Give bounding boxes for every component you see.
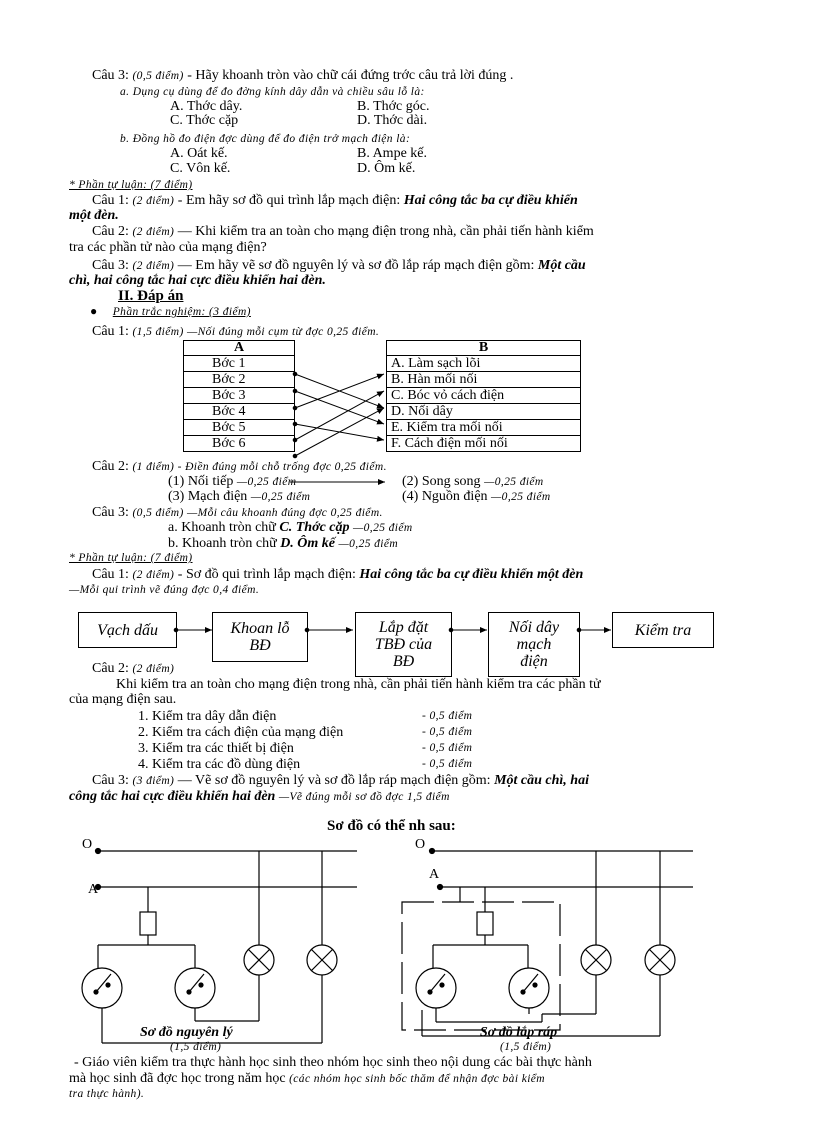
flow-step-1	[78, 612, 177, 648]
c3-answer-choice: D. Ôm kế	[280, 536, 336, 551]
footer-line-1: - Giáo viên kiểm tra thực hành học sinh theo nhóm học sinh theo nội dung các bài thực hành	[74, 1055, 592, 1070]
tl1-score: (2 điểm)	[132, 195, 175, 207]
right-diagram-score: (1,5 điểm)	[500, 1041, 552, 1053]
a-c1-text: (1,5 điểm) —Nối đúng mỗi cụm từ đợc 0,25 điểm.	[132, 326, 380, 338]
diagram-title: Sơ đồ có thể nh sau:	[327, 818, 456, 834]
c2-item-2	[402, 474, 544, 490]
flow-step-text: điện	[520, 653, 548, 670]
q3a-option-b: B. Thớc góc.	[357, 99, 430, 114]
c3-answer-label: b. Khoanh tròn chữ	[168, 536, 277, 551]
action-cell: D. Nối dây	[387, 404, 581, 420]
a-tl2-score: (2 điểm)	[132, 663, 175, 675]
a-tl3-tail: —Vẽ đúng mỗi sơ đồ đợc 1,5 điểm	[278, 791, 450, 803]
q3a-option-d: D. Thớc dài.	[357, 113, 428, 128]
action-cell: E. Kiểm tra mối nối	[387, 420, 581, 436]
tl3-bold-cont: chì, hai công tắc hai cực điều khiển hai đèn.	[69, 273, 326, 288]
c2-item-score: —0,25 điểm	[484, 476, 544, 488]
right-label-a: A	[429, 867, 440, 882]
a-tl1-bold: Hai công tắc ba cự điều khiển một đèn	[359, 567, 584, 582]
a-c3-text: (0,5 điểm) —Mỗi câu khoanh đúng đợc 0,25 điểm.	[132, 507, 383, 519]
step-cell: Bớc 6	[184, 436, 295, 452]
a-tl3-bold-cont: công tắc hai cực điều khiển hai đèn	[69, 789, 276, 804]
tl1-bold: Hai công tắc ba cự điều khiển	[403, 193, 578, 208]
q3b-option-a: A. Oát kế.	[170, 146, 228, 161]
check-item-4: 4. Kiểm tra các đồ dùng điện	[138, 757, 301, 772]
a-c2-line	[92, 459, 387, 475]
a-tl3-score: (3 điểm)	[132, 775, 175, 787]
right-diagram-caption: Sơ đồ lắp ráp	[480, 1025, 558, 1040]
tracnghiem-heading: Phần trắc nghiệm: (3 điểm)	[112, 306, 251, 318]
step-cell: Bớc 4	[184, 404, 295, 420]
step-cell: Bớc 3	[184, 388, 295, 404]
c2-item-3	[168, 489, 310, 505]
flow-step-text: Vạch dấu	[97, 621, 158, 639]
q3b-option-b: B. Ampe kế.	[357, 146, 427, 161]
check-item-2: 2. Kiểm tra cách điện của mạng điện	[138, 725, 344, 740]
a-tl3-cont	[69, 789, 450, 805]
q3b-option-d: D. Ôm kế.	[357, 161, 416, 176]
a-tl3-line	[92, 773, 589, 789]
tl2-cont: tra các phần tử nào của mạng điện?	[69, 240, 267, 255]
c2-item-4	[402, 489, 551, 505]
check-score-2: - 0,5 điểm	[422, 726, 473, 738]
a-c2-text: (1 điểm) - Điền đúng mỗi chỗ trống đợc 0,25 điểm.	[132, 461, 387, 473]
c2-item-label: (2) Song song	[402, 474, 481, 489]
right-label-o: O	[415, 837, 426, 852]
q3b-option-c: C. Vôn kế.	[170, 161, 231, 176]
q3-head: Câu 3:	[92, 68, 129, 83]
q3-text: - Hãy khoanh tròn vào chữ cái đứng trớc câu trả lời đúng .	[187, 68, 514, 83]
a-tl1-head: Câu 1:	[92, 567, 129, 582]
footer-note: (các nhóm học sinh bốc thăm để nhận đợc bài kiểm	[289, 1073, 545, 1085]
c2-item-label: (1) Nối tiếp	[168, 474, 234, 489]
tl3-score: (2 điểm)	[132, 260, 175, 272]
a-c2-head: Câu 2:	[92, 459, 129, 474]
step-cell: Bớc 1	[184, 356, 295, 372]
c2-item-label: (3) Mạch điện	[168, 489, 248, 504]
answers-heading: II. Đáp án	[118, 288, 184, 304]
flow-step-text: TBĐ của	[374, 636, 433, 653]
matching-lines	[293, 372, 384, 458]
a-tuluan-heading: * Phần tự luận: (7 điểm)	[69, 552, 193, 564]
action-cell: C. Bóc vỏ cách điện	[387, 388, 581, 404]
action-cell: F. Cách điện mối nối	[387, 436, 581, 452]
tl2-head: Câu 2:	[92, 224, 129, 239]
a-tl2-text-cont: của mạng điện sau.	[69, 692, 177, 707]
left-diagram-caption: Sơ đồ nguyên lý	[140, 1025, 233, 1040]
circuit-assembly	[402, 849, 693, 1037]
a-tl2-text: Khi kiểm tra an toàn cho mạng điện trong nhà, cần phải tiến hành kiểm tra các phần tử	[116, 677, 601, 692]
flow-step-text: Kiểm tra	[634, 621, 692, 639]
c3-answer-score: —0,25 điểm	[338, 538, 399, 550]
footer-text: mà học sinh đã đợc học trong năm học	[69, 1071, 286, 1086]
flow-step-2	[212, 612, 308, 662]
left-diagram-score: (1,5 điểm)	[170, 1041, 222, 1053]
tl1-bold-cont: một đèn.	[69, 208, 119, 223]
tl1-head: Câu 1:	[92, 193, 129, 208]
a-tl3-bold: Một cầu chì, hai	[494, 773, 589, 788]
flow-step-text: mạch	[516, 636, 552, 653]
footer-line-2	[69, 1071, 545, 1087]
q3-score: (0,5 điểm)	[132, 70, 184, 82]
c2-item-score: —0,25 điểm	[491, 491, 551, 503]
a-tl2-head: Câu 2:	[92, 661, 129, 676]
check-score-1: - 0,5 điểm	[422, 710, 473, 722]
step-cell: Bớc 2	[184, 372, 295, 388]
action-cell: A. Làm sạch lõi	[387, 356, 581, 372]
flow-step-text: BĐ	[249, 637, 271, 654]
flow-step-text: Khoan lỗ	[230, 620, 290, 637]
step-cell: Bớc 5	[184, 420, 295, 436]
left-label-o: O	[82, 837, 93, 852]
q3a-option-c: C. Thớc cặp	[170, 113, 239, 128]
c3-answer-label: a. Khoanh tròn chữ	[168, 520, 276, 535]
col-a-header: A	[184, 341, 295, 356]
a-tl3-head: Câu 3:	[92, 773, 129, 788]
a-tl1-cont: —Mỗi qui trình vẽ đúng đợc 0,4 điểm.	[69, 584, 260, 596]
a-tl1-line	[92, 567, 583, 583]
q3a-question: a. Dụng cụ dùng để đo đờng kính dây dẫn và chiều sâu lỗ là:	[120, 86, 425, 98]
left-label-a: A	[88, 882, 99, 897]
tl3-bold: Một cầu	[537, 258, 586, 273]
a-c3-line	[92, 505, 383, 521]
tuluan-heading: * Phần tự luận: (7 điểm)	[69, 179, 193, 191]
c2-item-1	[168, 474, 296, 490]
circuit-principle	[82, 849, 357, 1044]
tl2-score: (2 điểm)	[132, 226, 175, 238]
a-tl2-line	[92, 661, 174, 677]
a-c1-head: Câu 1:	[92, 324, 129, 339]
check-score-3: - 0,5 điểm	[422, 742, 473, 754]
q3a-option-a: A. Thớc dây.	[170, 99, 243, 114]
check-score-4: - 0,5 điểm	[422, 758, 473, 770]
flow-step-5	[612, 612, 714, 648]
check-item-1: 1. Kiểm tra dây dẫn điện	[138, 709, 277, 724]
bullet-icon: ●	[90, 304, 98, 318]
c3-answer-a	[168, 520, 413, 536]
a-c3-head: Câu 3:	[92, 505, 129, 520]
q3b-question: b. Đồng hồ đo điện đợc dùng để đo điện trở mạch điện là:	[120, 133, 411, 145]
tl3-text: — Em hãy vẽ sơ đồ nguyên lý và sơ đồ lắp ráp mạch điện gồm:	[177, 258, 535, 273]
c3-answer-score: —0,25 điểm	[353, 522, 413, 534]
c2-item-label: (4) Nguồn điện	[402, 489, 488, 504]
flow-step-3	[355, 612, 452, 677]
c2-item-score: —0,25 điểm	[236, 476, 297, 488]
c3-answer-choice: C. Thớc cặp	[279, 520, 350, 535]
tl3-head: Câu 3:	[92, 258, 129, 273]
tl1-text: - Em hãy sơ đồ qui trình lắp mạch điện:	[177, 193, 401, 208]
flow-step-text: Lắp đặt	[378, 619, 429, 636]
c2-item-score: —0,25 điểm	[250, 491, 311, 503]
a-tl3-text: — Vẽ sơ đồ nguyên lý và sơ đồ lắp ráp mạch điện gồm:	[177, 773, 491, 788]
a-tl1-text: - Sơ đồ qui trình lắp mạch điện:	[177, 567, 356, 582]
footer-line-3: tra thực hành).	[69, 1088, 145, 1100]
flow-step-4	[488, 612, 580, 677]
action-cell: B. Hàn mối nối	[387, 372, 581, 388]
a-tl1-score: (2 điểm)	[132, 569, 175, 581]
c3-answer-b	[168, 536, 398, 552]
tl2-text: — Khi kiểm tra an toàn cho mạng điện trong nhà, cần phải tiến hành kiểm	[177, 224, 594, 239]
check-item-3: 3. Kiểm tra các thiết bị điện	[138, 741, 294, 756]
flow-step-text: Nối dây	[508, 619, 560, 636]
flow-step-text: BĐ	[392, 653, 415, 670]
col-b-header: B	[387, 341, 581, 356]
